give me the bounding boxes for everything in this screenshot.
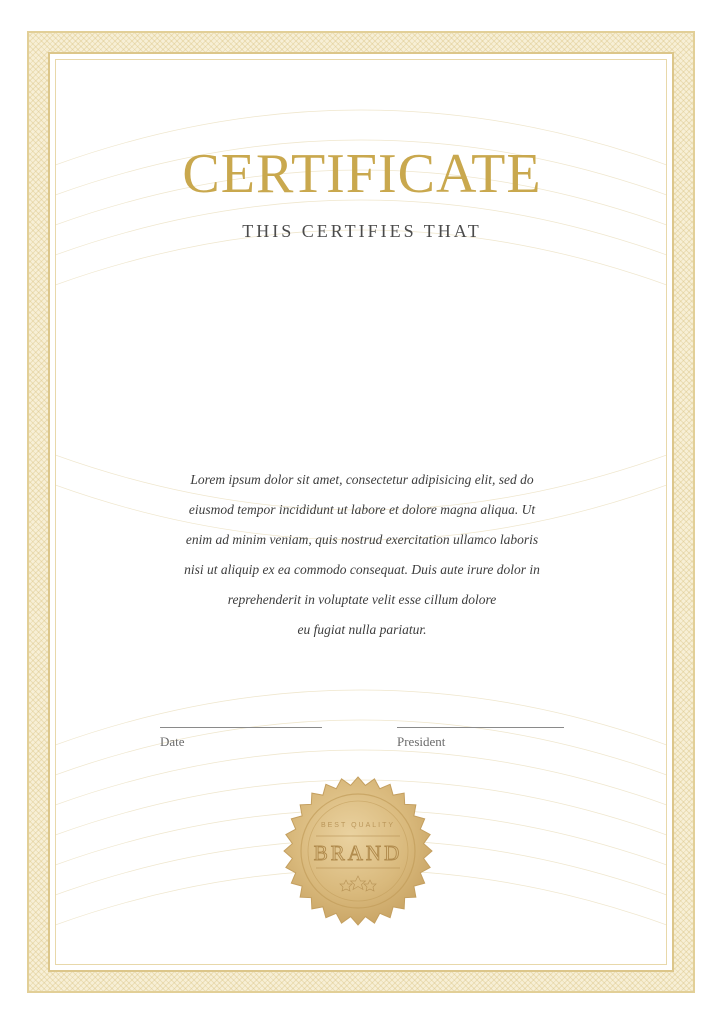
certificate-title: CERTIFICATE xyxy=(182,143,542,205)
body-line: eiusmod tempor incididunt ut labore et dolore magna aliqua. Ut xyxy=(188,502,536,517)
date-label: Date xyxy=(160,734,185,749)
body-line: enim ad minim veniam, quis nostrud exercitation ullamco laboris xyxy=(185,532,539,547)
certificate-body xyxy=(162,465,562,645)
president-label: President xyxy=(397,734,446,749)
certificate-subtitle: THIS CERTIFIES THAT xyxy=(242,221,482,241)
brand-seal xyxy=(283,772,433,930)
body-line: Lorem ipsum dolor sit amet, consectetur adipisicing elit, sed do xyxy=(190,472,534,487)
president-signature-line xyxy=(397,727,564,728)
seal-top-text: BEST QUALITY xyxy=(320,822,396,829)
body-line: eu fugiat nulla pariatur. xyxy=(297,622,427,637)
date-signature-line xyxy=(160,727,322,728)
body-line: nisi ut aliquip ex ea commodo consequat. Duis aute irure dolor in xyxy=(184,562,540,577)
seal-brand-text: BRAND xyxy=(313,841,403,865)
body-line: reprehenderit in voluptate velit esse cillum dolore xyxy=(227,592,497,607)
